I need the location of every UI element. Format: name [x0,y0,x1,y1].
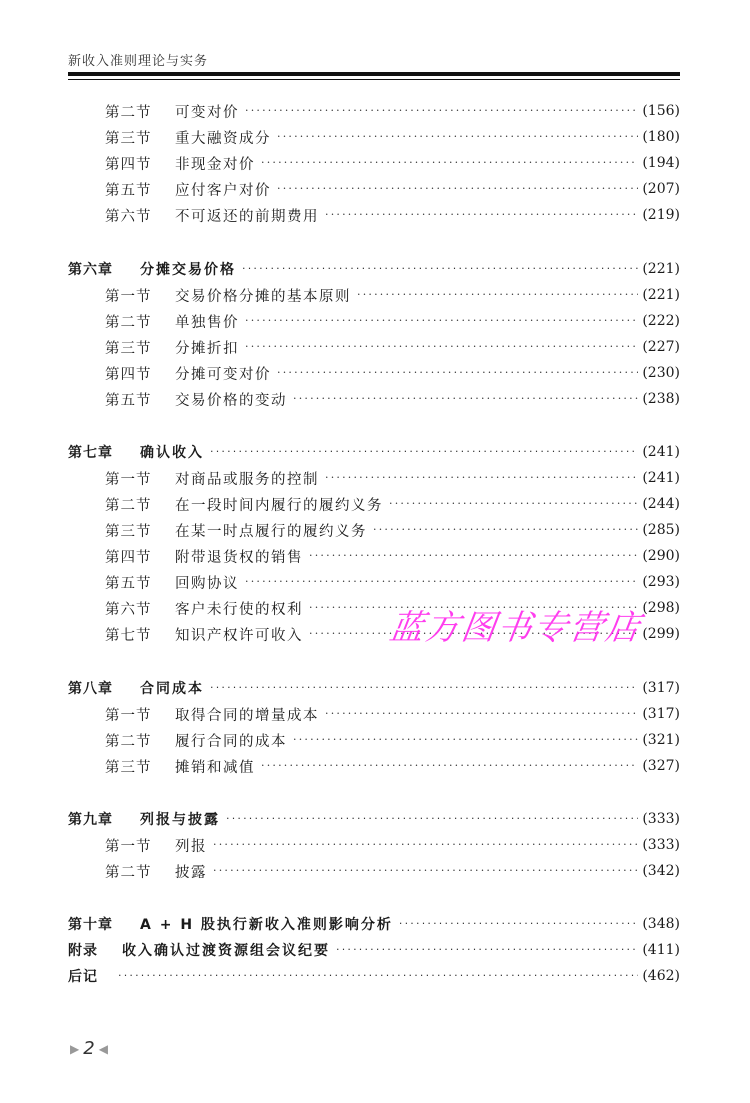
toc-entry-page: (327) [642,758,680,774]
toc-entry-number: 第七节 [105,627,152,644]
toc-entry-page: (230) [642,365,680,381]
toc-entry-number: 第二节 [105,104,152,121]
toc-entry-title: 非现金对价 [175,156,255,173]
toc-leader-dots [213,837,638,853]
toc-entry-title: 收入确认过渡资源组会议纪要 [122,943,330,959]
toc-chapter-entry [68,939,680,961]
toc-chapter-entry [68,965,680,987]
toc-leader-dots [293,391,638,407]
toc-section-entry [68,545,680,567]
toc-leader-dots [118,968,638,984]
toc-section-entry [68,204,680,226]
toc-entry-page: (317) [642,680,680,696]
triangle-left-icon: ◀ [98,1041,108,1056]
toc-leader-dots [242,261,638,277]
toc-section-entry [68,178,680,200]
toc-entry-title: 在一段时间内履行的履约义务 [175,497,383,514]
toc-entry-title: 交易价格分摊的基本原则 [175,288,351,305]
toc-entry-number: 第五节 [105,575,152,592]
toc-entry-title: 在某一时点履行的履约义务 [175,523,367,540]
toc-entry-number: 第五节 [105,392,152,409]
toc-entry-title: 披露 [175,864,207,881]
toc-leader-dots [277,365,638,381]
toc-section-entry [68,152,680,174]
toc-entry-number: 第六节 [105,208,152,225]
toc-leader-dots [336,942,638,958]
toc-entry-page: (285) [642,522,680,538]
toc-entry-page: (194) [642,155,680,171]
toc-entry-number: 第五节 [105,182,152,199]
toc-section-entry [68,571,680,593]
toc-entry-page: (348) [642,916,680,932]
toc-entry-page: (180) [642,129,680,145]
toc-leader-dots [261,155,638,171]
toc-entry-page: (333) [642,811,680,827]
toc-entry-title: 附带退货权的销售 [175,549,303,566]
toc-entry-number: 第十章 [68,917,113,933]
toc-leader-dots [325,470,638,486]
toc-entry-number: 第六节 [105,601,152,618]
toc-section-entry [68,126,680,148]
toc-section-entry [68,493,680,515]
toc-leader-dots [245,339,638,355]
toc-entry-number: 第二节 [105,864,152,881]
toc-leader-dots [261,758,638,774]
triangle-right-icon: ▶ [70,1041,80,1056]
toc-entry-title: 不可返还的前期费用 [175,208,319,225]
toc-entry-title: 应付客户对价 [175,182,271,199]
toc-section-entry [68,467,680,489]
toc-chapter-entry [68,913,680,935]
header-rule-thin [68,79,680,80]
toc-entry-number: 第三节 [105,340,152,357]
toc-entry-number: 第一节 [105,707,152,724]
toc-entry-number: 第四节 [105,156,152,173]
toc-entry-page: (299) [642,626,680,642]
toc-leader-dots [210,680,638,696]
toc-entry-number: 第一节 [105,471,152,488]
toc-entry-number: 第六章 [68,262,113,278]
toc-entry-number: 第七章 [68,445,113,461]
toc-entry-title: 确认收入 [140,445,204,461]
toc-leader-dots [309,548,638,564]
toc-leader-dots [245,574,638,590]
toc-entry-page: (241) [642,470,680,486]
toc-chapter-entry [68,808,680,830]
toc-chapter-entry [68,441,680,463]
toc-entry-title: 履行合同的成本 [175,733,287,750]
toc-entry-number: 第八章 [68,681,113,697]
toc-entry-page: (244) [642,496,680,512]
toc-leader-dots [325,207,638,223]
toc-section-entry [68,519,680,541]
toc-leader-dots [373,522,638,538]
toc-leader-dots [277,181,638,197]
toc-entry-page: (238) [642,391,680,407]
toc-leader-dots [226,811,638,827]
toc-leader-dots [213,863,638,879]
toc-entry-title: 取得合同的增量成本 [175,707,319,724]
page-number: 2 [83,1038,95,1059]
toc-leader-dots [293,732,638,748]
toc-entry-number: 第二节 [105,733,152,750]
toc-entry-title: 客户未行使的权利 [175,601,303,618]
toc-entry-page: (290) [642,548,680,564]
toc-entry-number: 第三节 [105,130,152,147]
toc-entry-page: (298) [642,600,680,616]
toc-entry-title: 单独售价 [175,314,239,331]
toc-entry-page: (241) [642,444,680,460]
toc-section-entry [68,755,680,777]
header-rule-thick [68,72,680,76]
toc-entry-page: (321) [642,732,680,748]
toc-entry-page: (222) [642,313,680,329]
toc-entry-page: (342) [642,863,680,879]
toc-entry-title: 重大融资成分 [175,130,271,147]
toc-entry-number: 后记 [68,969,98,985]
toc-entry-number: 第一节 [105,838,152,855]
toc-entry-page: (462) [642,968,680,984]
toc-entry-title: 合同成本 [140,681,204,697]
toc-entry-page: (221) [642,261,680,277]
toc-section-entry [68,284,680,306]
toc-entry-title: 摊销和减值 [175,759,255,776]
toc-chapter-entry [68,258,680,280]
toc-entry-number: 附录 [68,943,98,959]
toc-entry-page: (207) [642,181,680,197]
toc-entry-title: 知识产权许可收入 [175,627,303,644]
toc-entry-page: (333) [642,837,680,853]
toc-entry-title: 对商品或服务的控制 [175,471,319,488]
toc-section-entry [68,310,680,332]
toc-leader-dots [389,496,638,512]
toc-entry-number: 第二节 [105,314,152,331]
toc-entry-number: 第三节 [105,523,152,540]
toc-entry-page: (411) [642,942,680,958]
toc-section-entry [68,336,680,358]
toc-entry-title: 交易价格的变动 [175,392,287,409]
toc-leader-dots [399,916,638,932]
toc-leader-dots [357,287,638,303]
toc-entry-number: 第三节 [105,759,152,776]
page-footer [70,1038,108,1059]
toc-entry-number: 第四节 [105,549,152,566]
toc-section-entry [68,860,680,882]
toc-entry-number: 第九章 [68,812,113,828]
toc-entry-title: A + H 股执行新收入准则影响分析 [140,917,393,933]
toc-entry-number: 第二节 [105,497,152,514]
toc-leader-dots [325,706,638,722]
toc-section-entry [68,729,680,751]
toc-leader-dots [245,313,638,329]
toc-entry-page: (156) [642,103,680,119]
toc-entry-title: 分摊交易价格 [140,262,236,278]
toc-section-entry [68,834,680,856]
toc-entry-page: (317) [642,706,680,722]
toc-entry-page: (227) [642,339,680,355]
running-header: 新收入准则理论与实务 [68,54,209,69]
toc-entry-page: (219) [642,207,680,223]
toc-entry-title: 列报 [175,838,207,855]
toc-entry-title: 可变对价 [175,104,239,121]
toc-chapter-entry [68,677,680,699]
toc-entry-title: 回购协议 [175,575,239,592]
toc-leader-dots [245,103,638,119]
toc-entry-title: 列报与披露 [140,812,220,828]
toc-leader-dots [277,129,638,145]
toc-entry-page: (221) [642,287,680,303]
toc-section-entry [68,362,680,384]
toc-entry-number: 第四节 [105,366,152,383]
toc-leader-dots [210,444,638,460]
toc-entry-title: 分摊可变对价 [175,366,271,383]
toc-entry-number: 第一节 [105,288,152,305]
toc-entry-title: 分摊折扣 [175,340,239,357]
toc-entry-page: (293) [642,574,680,590]
store-watermark: 蓝方图书专营店 [386,608,645,648]
toc-section-entry [68,100,680,122]
toc-section-entry [68,703,680,725]
toc-section-entry [68,388,680,410]
